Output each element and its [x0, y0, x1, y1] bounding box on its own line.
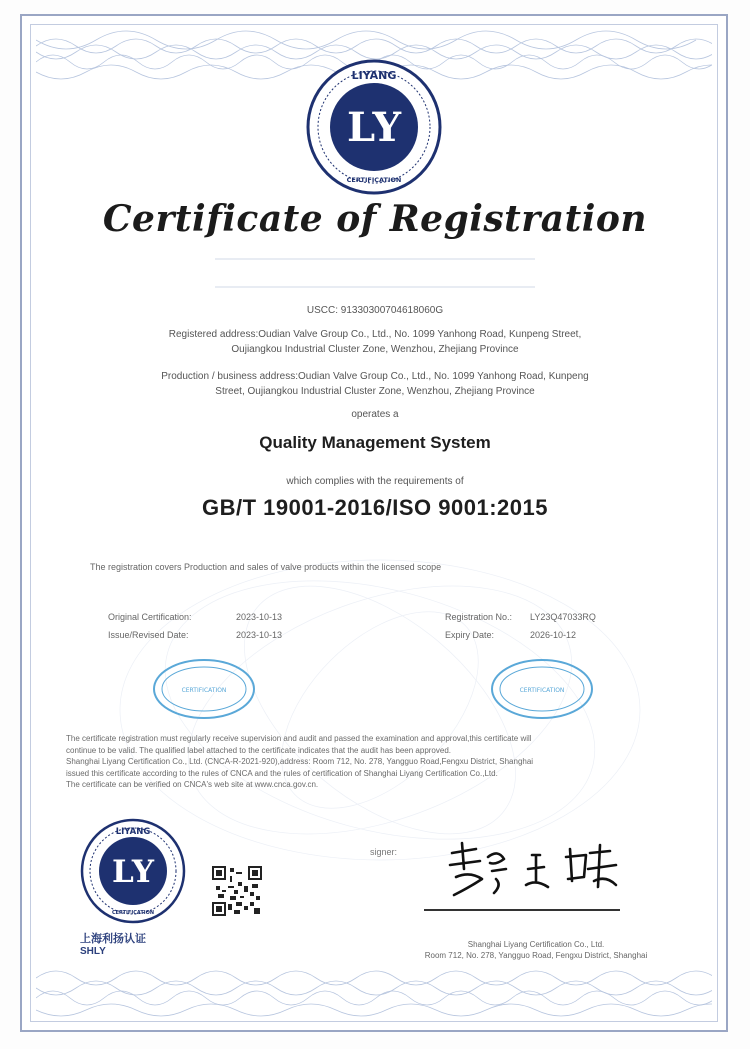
expiry-date-value: 2026-10-12 [530, 630, 577, 640]
signature-line [424, 909, 620, 911]
svg-text:CERTIFICATION: CERTIFICATION [111, 910, 155, 916]
registration-no-label: Registration No.: [445, 612, 513, 622]
certificate-title: Certificate of Registration [102, 198, 648, 240]
issuer-info [396, 939, 676, 961]
production-address-line-1: Production / business address:Oudian Valve Group Co., Ltd., No. 1099 Yanhong Road, Kunpeng [161, 371, 589, 382]
uscc-text: USCC: 91330300704618060G [306, 305, 444, 316]
svg-text:LY: LY [112, 854, 154, 890]
certification-seal-left [152, 658, 256, 720]
issuer-address: Room 712, No. 278, Yangguo Road, Fengxu District, Shanghai [424, 951, 648, 960]
operates-text: operates a [351, 409, 399, 420]
registered-address-line-2: Oujiangkou Industrial Cluster Zone, Wenzhou, Zhejiang Province [231, 344, 519, 355]
qr-code[interactable] [212, 866, 262, 916]
signer-label: signer: [370, 847, 398, 857]
original-certification-value: 2023-10-13 [236, 612, 283, 622]
note-line: continue to be valid. The qualified label attached to the certificate indicates that the audit has been approved. [66, 745, 452, 755]
note-line: The certificate can be verified on CNCA's web site at www.cnca.gov.cn. [66, 780, 319, 789]
certification-seal-right [490, 658, 594, 720]
issue-revised-label: Issue/Revised Date: [108, 630, 189, 640]
note-line: issued this certificate according to the rules of CNCA and the rules of certification of Shanghai Liyang Certification Co.,Ltd. [66, 768, 498, 778]
svg-text:LIYANG: LIYANG [115, 827, 151, 837]
svg-text:CERTIFICATION: CERTIFICATION [346, 176, 402, 184]
svg-text:LY: LY [346, 104, 402, 151]
standard-name: GB/T 19001-2016/ISO 9001:2015 [202, 495, 548, 520]
liyang-logo-bottom [80, 818, 186, 924]
handwritten-signature [440, 835, 630, 905]
liyang-logo-top [305, 58, 443, 196]
company-abbreviation: SHLY [80, 946, 106, 957]
issuer-name: Shanghai Liyang Certification Co., Ltd. [467, 940, 605, 949]
svg-text:CERTIFICATION: CERTIFICATION [181, 687, 227, 694]
issue-revised-value: 2023-10-13 [236, 630, 283, 640]
divider-line [215, 286, 535, 288]
system-name: Quality Management System [259, 433, 491, 452]
certificate-notes [66, 733, 686, 791]
divider-line [215, 258, 535, 260]
registration-no-value: LY23Q47033RQ [530, 612, 596, 622]
svg-text:LIYANG: LIYANG [351, 69, 397, 82]
registered-address-line-1: Registered address:Oudian Valve Group Co., Ltd., No. 1099 Yanhong Road, Kunpeng Street, [168, 329, 582, 340]
production-address-line-2: Street, Oujiangkou Industrial Cluster Zone, Wenzhou, Zhejiang Province [215, 386, 535, 397]
note-line: The certificate registration must regularly receive supervision and audit and passed the examination and approval,this certificate will [66, 734, 532, 743]
svg-text:CERTIFICATION: CERTIFICATION [519, 687, 565, 694]
company-chinese-name: 上海利扬认证 [80, 933, 146, 945]
original-certification-label: Original Certification: [108, 612, 192, 622]
complies-text: which complies with the requirements of [286, 476, 464, 487]
guilloche-bottom-band [36, 960, 712, 1024]
note-line: Shanghai Liyang Certification Co., Ltd. (CNCA-R-2021-920),address: Room 712, No. 278, Yangguo Road,Fengxu District, Shanghai [66, 757, 534, 766]
scope-text: The registration covers Production and sales of valve products within the licensed scope [90, 562, 442, 572]
expiry-date-label: Expiry Date: [445, 630, 495, 640]
